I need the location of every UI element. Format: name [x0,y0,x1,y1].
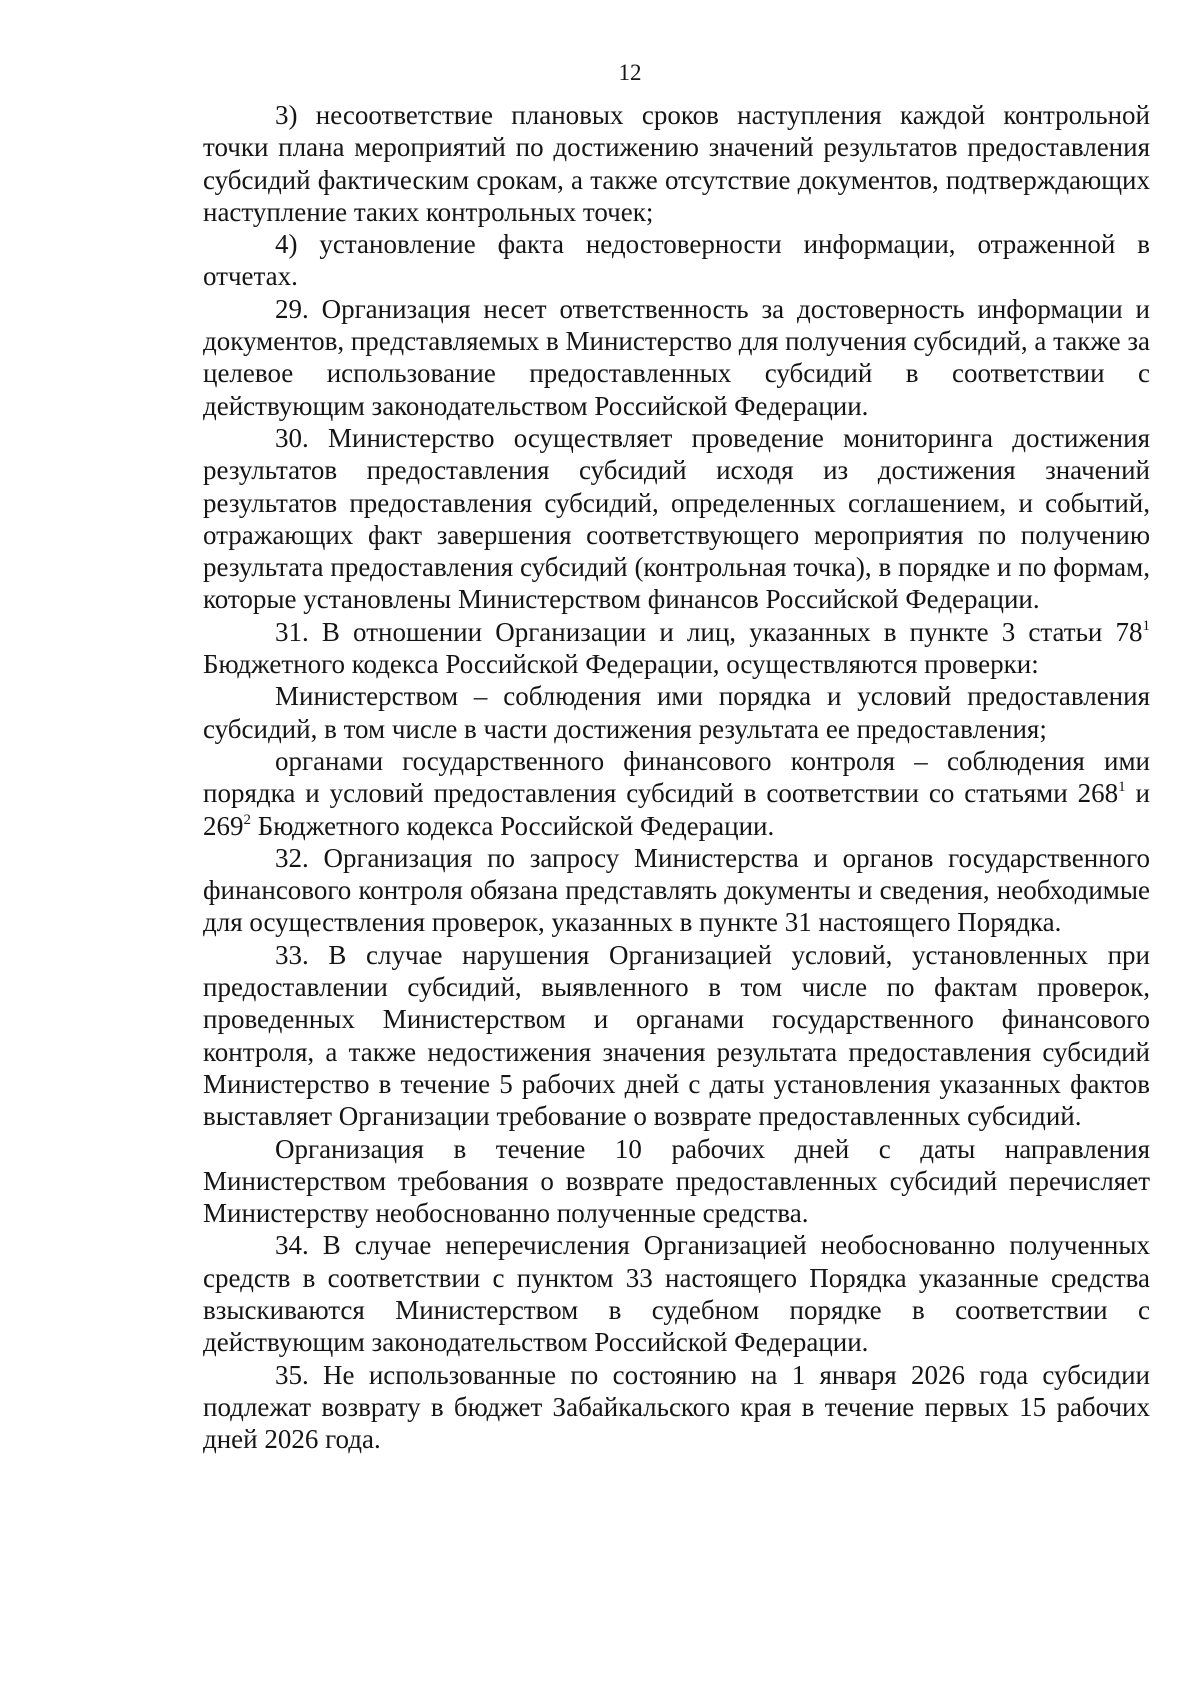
paragraph-text: 3) несоответствие плановых сроков наступления каждой контрольной точки плана мероприятий по достижению значений результатов предоставления субсидий фактическим срокам, а также отсутствие документов, подтверждающих наступление таких контрольных точек; [203,100,1150,227]
paragraph-34 [203,1229,1150,1358]
paragraph-text: Министерством – соблюдения ими порядка и условий предоставления субсидий, в том числе в части достижения результата ее предоставления; [203,681,1150,744]
paragraph-text: 31. В отношении Организации и лиц, указанных в пункте 3 статьи 78 [275,616,1143,647]
paragraph-29 [203,293,1150,422]
paragraph-32 [203,842,1150,939]
superscript: 2 [243,811,251,828]
superscript: 1 [1142,617,1150,634]
paragraph-33-refund [203,1133,1150,1230]
paragraph-text: органами государственного финансового контроля – соблюдения ими порядка и условий предоставления субсидий в соответствии со статьями 268 [203,745,1150,809]
paragraph-item-3 [203,99,1150,228]
paragraph-33 [203,939,1150,1133]
paragraph-30 [203,422,1150,616]
paragraph-31-ministry [203,680,1150,745]
page-number: 12 [618,60,642,85]
paragraph-text: 32. Организация по запросу Министерства и органов государственного финансового контроля обязана представлять документы и сведения, необходимые для осуществления проверок, указанных в пункте 31 настоящего Порядка. [203,842,1150,938]
paragraph-text: Организация в течение 10 рабочих дней с даты направления Министерством требования о возврате предоставленных субсидий перечисляет Министерству необоснованно полученные средства. [203,1133,1150,1229]
paragraph-31 [203,616,1150,681]
paragraph-text: 33. В случае нарушения Организацией условий, установленных при предоставлении субсидий, выявленного в том числе по фактам проверок, проведенных Министерством и органами государственного финансового контроля, а также недостижения значения результата предоставления субсидий Министерство в течение 5 рабочих дней с даты установления указанных фактов выставляет Организации требование о возврате предоставленных субсидий. [203,939,1150,1132]
paragraph-item-4 [203,228,1150,293]
paragraph-35 [203,1359,1150,1456]
superscript: 1 [1118,779,1126,796]
document-body [203,99,1150,1455]
paragraph-text-continued: Бюджетного кодекса Российской Федерации. [251,810,775,841]
paragraph-text: 4) установление факта недостоверности информации, отраженной в отчетах. [203,229,1150,292]
paragraph-31-control-bodies [203,745,1150,842]
paragraph-text: 30. Министерство осуществляет проведение мониторинга достижения результатов предоставления субсидий исходя из достижения значений результатов предоставления субсидий, определенных соглашением, и событий, отражающих факт завершения соответствующего мероприятия по получению результата предоставления субсидий (контрольная точка), в порядке и по формам, которые установлены Министерством финансов Российской Федерации. [203,422,1150,615]
paragraph-text: 34. В случае неперечисления Организацией необоснованно полученных средств в соответствии с пунктом 33 настоящего Порядка указанные средства взыскиваются Министерством в судебном порядке в соответствии с действующим законодательством Российской Федерации. [203,1230,1150,1358]
paragraph-text-middle: и 269 [203,778,1150,841]
paragraph-text: 35. Не использованные по состоянию на 1 января 2026 года субсидии подлежат возврату в бюджет Забайкальского края в течение первых 15 рабочих дней 2026 года. [203,1359,1150,1455]
paragraph-text-continued: Бюджетного кодекса Российской Федерации, осуществляются проверки: [203,649,1039,680]
paragraph-text: 29. Организация несет ответственность за достоверность информации и документов, представляемых в Министерство для получения субсидий, а также за целевое использование предоставленных субсидий в соответствии с действующим законодательством Российской Федерации. [203,293,1151,421]
